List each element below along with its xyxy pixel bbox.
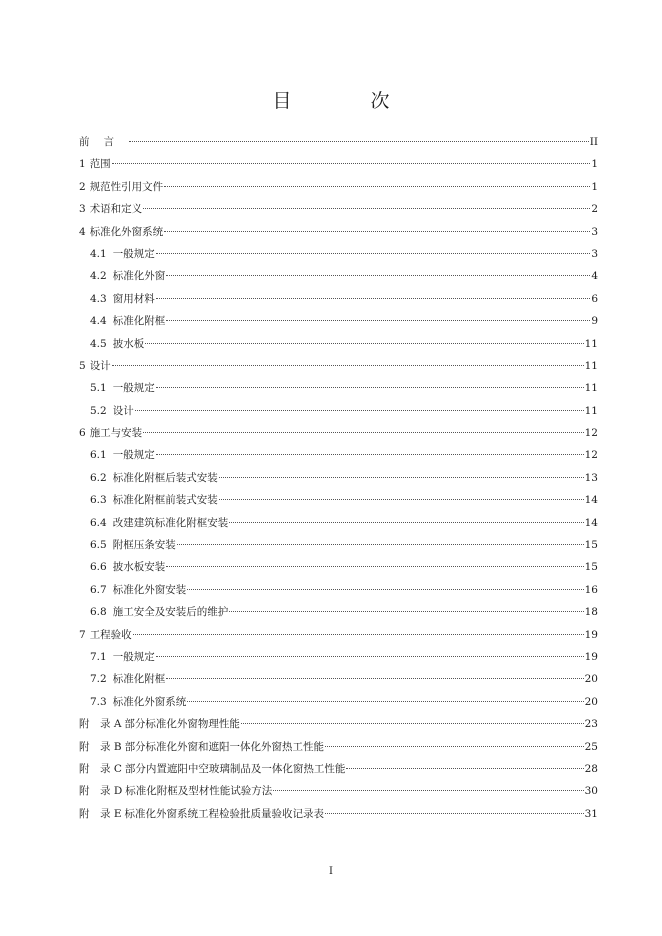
toc-entry-label: 部分标准化外窗和遮阳一体化外窗热工性能	[124, 740, 325, 753]
toc-entry-page: 15	[584, 539, 598, 552]
toc-entry-number: 4.3	[90, 292, 107, 305]
toc-entry[interactable]	[79, 333, 598, 355]
toc-entry-page: 1	[591, 180, 598, 193]
toc-entry-number: 6.2	[90, 471, 107, 484]
toc-leader-dots	[143, 208, 590, 209]
toc-entry[interactable]	[79, 668, 598, 690]
toc-entry[interactable]	[79, 556, 598, 578]
toc-entry-page: 19	[584, 650, 598, 663]
toc-leader-dots	[112, 163, 591, 164]
toc-entry-label: 一般规定	[112, 247, 155, 260]
toc-entry-page: 20	[584, 673, 598, 686]
toc-entry-number: 5.1	[90, 382, 107, 395]
toc-entry-number: 7.1	[90, 650, 107, 663]
toc-entry-page: 12	[584, 427, 598, 440]
toc-leader-dots	[229, 611, 583, 612]
toc-entry-label: 标准化附框及型材性能试验方法	[125, 785, 273, 798]
toc-entry-page: 2	[591, 203, 598, 216]
toc-leader-dots	[156, 253, 591, 254]
toc-entry[interactable]	[79, 422, 598, 444]
toc-entry-label: 术语和定义	[89, 203, 143, 216]
toc-entry[interactable]	[79, 467, 598, 489]
toc-leader-dots	[219, 499, 584, 500]
toc-entry-page: 11	[584, 382, 598, 395]
toc-entry-label: 附框压条安装	[112, 539, 176, 552]
toc-leader-dots	[156, 454, 584, 455]
toc-entry[interactable]	[79, 758, 598, 780]
toc-entry-label: 标准化外窗系统	[112, 695, 187, 708]
toc-entry-page: 20	[584, 695, 598, 708]
toc-leader-dots	[156, 387, 584, 388]
toc-entry-page: II	[589, 136, 598, 148]
toc-entry-label: 施工与安装	[89, 427, 143, 440]
toc-entry-page: 14	[584, 494, 598, 507]
toc-entry[interactable]	[79, 780, 598, 802]
toc-entry-number: 6.3	[90, 494, 107, 507]
toc-entry-number: 6.6	[90, 561, 107, 574]
toc-entry[interactable]	[79, 713, 598, 735]
toc-entry-page: 14	[584, 516, 598, 529]
toc-entry-label: 披水板安装	[112, 561, 166, 574]
toc-entry-page: 25	[584, 740, 598, 753]
toc-entry-number: 7.2	[90, 673, 107, 686]
toc-entry[interactable]	[79, 691, 598, 713]
toc-entry-number: 2	[79, 180, 86, 193]
toc-entry-page: 16	[584, 583, 598, 596]
toc-leader-dots	[273, 790, 583, 791]
toc-entry-label: 范围	[89, 158, 111, 171]
toc-entry-page: 12	[584, 449, 598, 462]
toc-entry-number: 附 录 E	[79, 807, 122, 820]
toc-leader-dots	[166, 678, 583, 679]
toc-entry-page: 4	[591, 270, 598, 283]
toc-leader-dots	[219, 477, 584, 478]
toc-entry-number: 5.2	[90, 404, 107, 417]
toc-entry-label: 标准化附框后装式安装	[112, 471, 218, 484]
toc-leader-dots	[129, 141, 589, 142]
toc-entry-page: 9	[591, 315, 598, 328]
toc-entry[interactable]	[79, 243, 598, 265]
toc-leader-dots	[145, 343, 583, 344]
toc-leader-dots	[187, 589, 583, 590]
toc-entry-label: 部分标准化外窗物理性能	[124, 718, 240, 731]
toc-entry[interactable]	[79, 288, 598, 310]
toc-entry-page: 18	[584, 606, 598, 619]
toc-entry-label: 标准化外窗系统	[89, 225, 164, 238]
toc-leader-dots	[133, 634, 584, 635]
toc-leader-dots	[156, 656, 584, 657]
toc-entry-number: 6.4	[90, 516, 107, 529]
toc-entry-number: 4.4	[90, 315, 107, 328]
toc-entry[interactable]	[79, 400, 598, 422]
toc-entry[interactable]	[79, 221, 598, 243]
toc-leader-dots	[164, 231, 590, 232]
toc-entry[interactable]	[79, 624, 598, 646]
toc-entry-label: 标准化外窗	[112, 270, 166, 283]
toc-entry-page: 13	[584, 471, 598, 484]
toc-entry[interactable]	[79, 579, 598, 601]
page-number: I	[329, 866, 333, 877]
toc-entry[interactable]	[79, 265, 598, 287]
toc-entry-label: 一般规定	[112, 650, 155, 663]
toc-entry[interactable]	[79, 534, 598, 556]
toc-leader-dots	[166, 275, 590, 276]
toc-entry-number: 5	[79, 359, 86, 372]
toc-entry-label: 设计	[89, 359, 111, 372]
toc-entry-label: 标准化附框	[112, 315, 166, 328]
toc-entry-number: 附 录 C	[79, 762, 122, 775]
toc-leader-dots	[156, 298, 591, 299]
toc-entry-label: 部分内置遮阳中空玻璃制品及一体化窗热工性能	[124, 762, 346, 775]
toc-entry-number: 7.3	[90, 695, 107, 708]
toc-leader-dots	[177, 544, 584, 545]
toc-entry[interactable]	[79, 153, 598, 175]
toc-entry-number: 6.7	[90, 583, 107, 596]
toc-entry-page: 31	[584, 807, 598, 820]
toc-entry-label: 规范性引用文件	[89, 180, 164, 193]
toc-entry-page: 3	[591, 225, 598, 238]
table-of-contents	[79, 131, 598, 825]
toc-entry[interactable]	[79, 176, 598, 198]
toc-entry-number: 附 录 A	[79, 718, 122, 731]
toc-leader-dots	[166, 320, 590, 321]
toc-entry-label: 标准化附框前装式安装	[112, 494, 218, 507]
toc-leader-dots	[346, 768, 583, 769]
toc-leader-dots	[143, 432, 583, 433]
toc-entry-number: 4.5	[90, 337, 107, 350]
toc-entry[interactable]	[79, 377, 598, 399]
toc-entry-number: 3	[79, 203, 86, 216]
toc-entry-number: 6	[79, 427, 86, 440]
toc-entry[interactable]	[79, 736, 598, 758]
toc-entry[interactable]	[79, 131, 598, 153]
toc-entry-page: 11	[584, 359, 598, 372]
page-title: 目 次	[272, 90, 420, 112]
toc-leader-dots	[229, 522, 583, 523]
toc-leader-dots	[112, 365, 584, 366]
toc-entry-page: 28	[584, 762, 598, 775]
toc-entry-label: 前言	[79, 136, 128, 148]
toc-entry-number: 7	[79, 628, 86, 641]
toc-entry-label: 工程验收	[89, 628, 132, 641]
toc-entry-page: 15	[584, 561, 598, 574]
toc-entry[interactable]	[79, 489, 598, 511]
toc-entry-number: 4.1	[90, 247, 107, 260]
toc-entry-page: 11	[584, 404, 598, 417]
toc-entry-label: 施工安全及安装后的维护	[112, 606, 229, 619]
toc-leader-dots	[325, 746, 584, 747]
toc-entry-label: 一般规定	[112, 382, 155, 395]
toc-entry-label: 设计	[112, 404, 134, 417]
toc-leader-dots	[135, 410, 584, 411]
toc-entry[interactable]	[79, 198, 598, 220]
toc-entry-page: 1	[591, 158, 598, 171]
toc-entry-page: 11	[584, 337, 598, 350]
toc-entry-number: 6.5	[90, 539, 107, 552]
toc-entry[interactable]	[79, 310, 598, 332]
toc-entry-label: 标准化外窗安装	[112, 583, 187, 596]
toc-entry[interactable]	[79, 646, 598, 668]
toc-entry-label: 改建建筑标准化附框安装	[112, 516, 229, 529]
toc-entry-number: 4.2	[90, 270, 107, 283]
toc-entry-page: 3	[591, 247, 598, 260]
toc-entry[interactable]	[79, 803, 598, 825]
toc-entry-number: 6.1	[90, 449, 107, 462]
toc-entry-label: 窗用材料	[112, 292, 155, 305]
toc-entry[interactable]	[79, 444, 598, 466]
toc-entry-number: 附 录 B	[79, 740, 122, 753]
toc-entry-number: 附 录 D	[79, 785, 123, 798]
toc-entry[interactable]	[79, 355, 598, 377]
toc-entry[interactable]	[79, 512, 598, 534]
toc-leader-dots	[166, 566, 583, 567]
toc-entry[interactable]	[79, 601, 598, 623]
toc-entry-label: 一般规定	[112, 449, 155, 462]
toc-entry-page: 6	[591, 292, 598, 305]
toc-entry-label: 标准化外窗系统工程检验批质量验收记录表	[124, 807, 325, 820]
toc-entry-page: 19	[584, 628, 598, 641]
toc-entry-page: 30	[584, 785, 598, 798]
toc-entry-label: 标准化附框	[112, 673, 166, 686]
toc-entry-page: 23	[584, 718, 598, 731]
toc-entry-number: 1	[79, 158, 86, 171]
toc-leader-dots	[187, 701, 583, 702]
toc-leader-dots	[325, 813, 584, 814]
toc-entry-number: 6.8	[90, 606, 107, 619]
toc-entry-number: 4	[79, 225, 86, 238]
toc-entry-label: 披水板	[112, 337, 145, 350]
toc-leader-dots	[241, 723, 584, 724]
toc-leader-dots	[164, 186, 590, 187]
